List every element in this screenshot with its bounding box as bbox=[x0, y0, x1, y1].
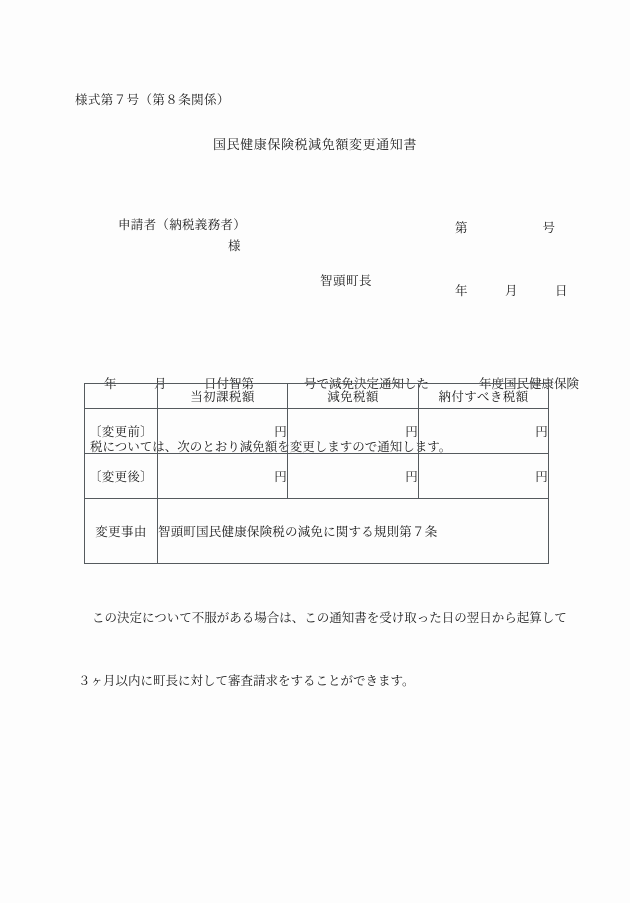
form-number: 様式第７号（第８条関係） bbox=[75, 93, 230, 107]
column-header-initial-tax: 当初課税額 bbox=[158, 384, 288, 409]
document-title: 国民健康保険税減免額変更通知書 bbox=[212, 137, 417, 152]
notice-meta-block bbox=[455, 176, 568, 344]
table-row-change-reason bbox=[85, 499, 549, 564]
amount-before-initial-tax[interactable]: 円 bbox=[158, 409, 288, 454]
row-label-before-change: 〔変更前〕 bbox=[85, 409, 158, 454]
addressee-label: 申請者（納税義務者） bbox=[118, 218, 247, 232]
amount-after-payable-tax[interactable]: 円 bbox=[419, 454, 549, 499]
table-row bbox=[85, 409, 549, 454]
amount-before-payable-tax[interactable]: 円 bbox=[419, 409, 549, 454]
appeal-notice-line-1: この決定について不服がある場合は、この通知書を受け取った日の翌日から起算して bbox=[92, 611, 567, 625]
appeal-notice-line-2: ３ヶ月以内に町長に対して審査請求をすることができます。 bbox=[78, 674, 415, 688]
table-row bbox=[85, 454, 549, 499]
row-label-after-change: 〔変更後〕 bbox=[85, 454, 158, 499]
column-header-payable-tax: 納付すべき税額 bbox=[419, 384, 549, 409]
amount-after-initial-tax[interactable]: 円 bbox=[158, 454, 288, 499]
change-reason-value[interactable]: 智頭町国民健康保険税の減免に関する規則第７条 bbox=[158, 499, 549, 564]
body-paragraph-line-2: 税については、次のとおり減免額を変更しますので通知します。 bbox=[90, 440, 452, 454]
notice-number-line: 第 号 bbox=[455, 221, 556, 235]
column-header-reduced-tax: 減免税額 bbox=[288, 384, 419, 409]
amounts-table bbox=[84, 383, 549, 564]
appeal-notice bbox=[78, 566, 568, 734]
addressee-honorific: 様 bbox=[228, 239, 241, 253]
issuer-name: 智頭町長 bbox=[320, 274, 373, 288]
amount-after-reduced-tax[interactable]: 円 bbox=[288, 454, 419, 499]
body-paragraph-line-1: 年 月 日付智第 号で減免決定通知した 年度国民健康保険 bbox=[104, 377, 580, 391]
amount-before-reduced-tax[interactable]: 円 bbox=[288, 409, 419, 454]
row-label-change-reason: 変更事由 bbox=[85, 499, 158, 564]
notice-date-line: 年 月 日 bbox=[455, 284, 568, 298]
table-corner-cell bbox=[85, 384, 158, 409]
amounts-table-wrapper bbox=[84, 383, 548, 564]
table-header-row bbox=[85, 384, 549, 409]
